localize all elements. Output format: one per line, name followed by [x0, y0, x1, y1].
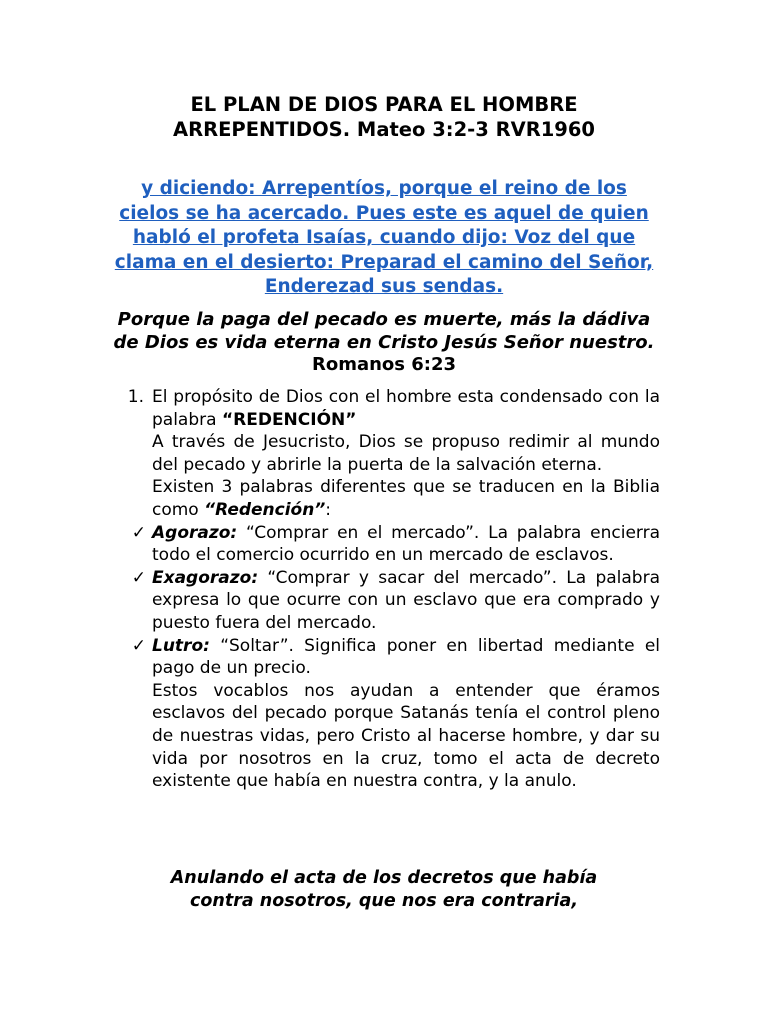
redencion-italic-keyword: “Redención”: [204, 499, 326, 520]
romans-quote: [108, 309, 660, 377]
definition-lutro: “Soltar”. Significa poner en libertad mediante el pago de un precio.: [152, 635, 660, 679]
three-words-text: Existen 3 palabras diferentes que se traducen en la Biblia como: [152, 477, 660, 520]
check-item-exagorazo: [108, 567, 660, 635]
checkmark-icon: ✓: [131, 635, 146, 656]
check-item-agorazo: [108, 522, 660, 567]
document-title: [108, 92, 660, 142]
paragraph-purpose: A través de Jesucristo, Dios se propuso redimir al mundo del pecado y abrirle la puerta de la salvación eterna.: [152, 432, 660, 475]
paragraph-explanation: Estos vocablos nos ayudan a entender que éramos esclavos del pecado porque Satanás tenía el control pleno de nuestras vidas, pero Cristo al hacerse hombre, y dar su vida por nosotros en la cruz, tomo el acta de decreto existente que había en nuestra contra, y la anulo.: [152, 680, 660, 792]
checkmark-icon: ✓: [131, 522, 146, 543]
closing-line-2: contra nosotros, que nos era contraria,: [190, 891, 578, 911]
term-exagorazo: Exagorazo:: [152, 567, 259, 588]
definition-exagorazo: “Comprar y sacar del mercado”. La palabra expresa lo que ocurre con un esclavo que era comprado y puesto fuera del mercado.: [152, 567, 660, 633]
check-item-text: [152, 635, 660, 680]
check-item-lutro: [108, 635, 660, 680]
list-item: [108, 386, 660, 431]
definition-agorazo: “Comprar en el mercado”. La palabra encierra todo el comercio ocurrido en un mercado de esclavos.: [152, 522, 660, 566]
check-item-text: [152, 567, 660, 635]
check-item-text: [152, 522, 660, 567]
closing-line-1: Anulando el acta de los decretos que había: [170, 868, 598, 888]
list-number: 1.: [127, 387, 144, 407]
checkmark-icon: ✓: [131, 567, 146, 588]
quote-reference: Romanos 6:23: [311, 354, 457, 375]
intro-text: El propósito de Dios con el hombre esta condensado con la palabra: [152, 387, 660, 430]
title-line-1: EL PLAN DE DIOS PARA EL HOMBRE: [190, 93, 578, 116]
term-lutro: Lutro:: [152, 635, 210, 656]
closing-quote: [108, 867, 660, 913]
title-line-2: ARREPENTIDOS. Mateo 3:2-3 RVR1960: [172, 118, 595, 141]
three-words-colon: :: [325, 499, 332, 520]
redencion-keyword: “REDENCIÓN”: [221, 409, 357, 430]
paragraph-three-words: [108, 476, 660, 521]
quote-text: Porque la paga del pecado es muerte, más la dádiva de Dios es vida eterna en Cristo Jesús Señor nuestro.: [113, 309, 655, 353]
term-agorazo: Agorazo:: [152, 522, 238, 543]
list-item-text: [152, 386, 660, 431]
verse-link[interactable]: y diciendo: Arrepentíos, porque el reino de los cielos se ha acercado. Pues este es aquel de quien habló el profeta Isaías, cuando dijo: Voz del que clama en el desierto: Preparad el camino del Señor, Enderezad sus sendas.: [114, 178, 654, 298]
document-body: [108, 386, 660, 793]
